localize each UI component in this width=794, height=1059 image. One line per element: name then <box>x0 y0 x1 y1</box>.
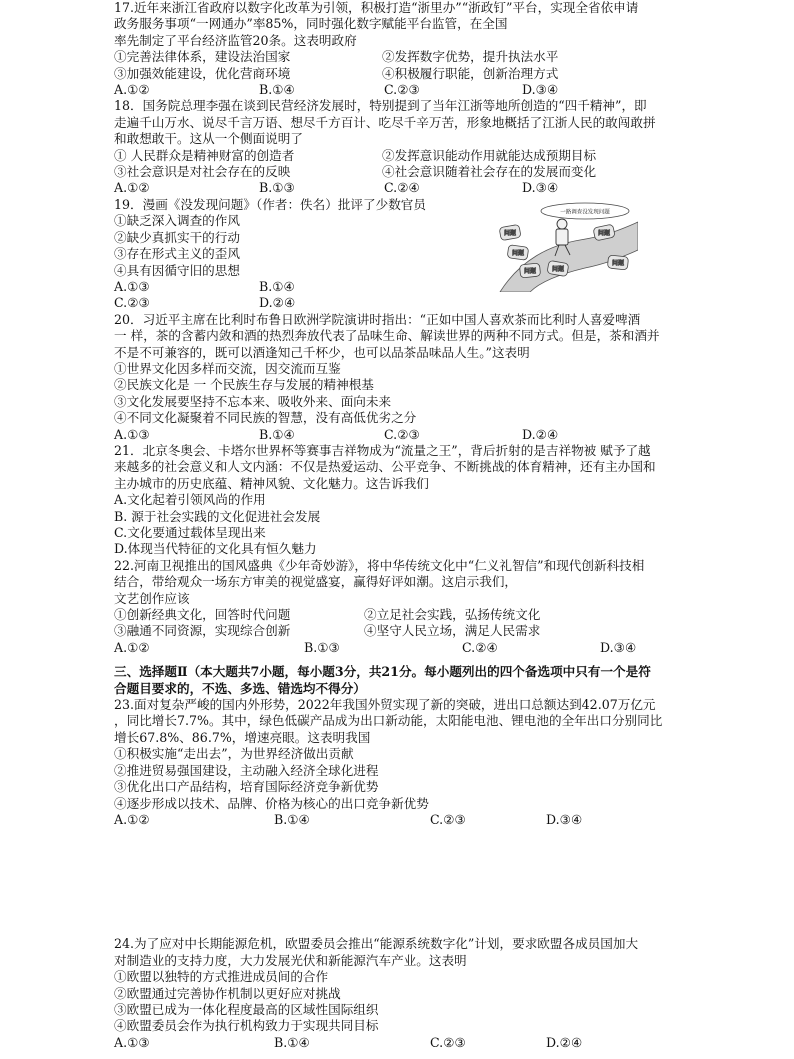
option-c: C.②③ <box>114 295 150 311</box>
option-a: A.①③ <box>114 278 150 294</box>
option-d: D.③④ <box>600 639 637 655</box>
stone-label: 问题 <box>503 230 517 237</box>
question-22 <box>114 558 700 656</box>
question-21 <box>114 443 700 558</box>
question-stem: 来越多的社会意义和人文内涵：不仅是热爱运动、公平竞争、不断挑战的体育精神，还有主办国和 <box>114 459 656 475</box>
option-b: B.①④ <box>259 426 295 442</box>
statement-3: ③文化发展要坚持不忘本来、吸收外来、面向未来 <box>114 393 392 409</box>
option-a: A.①② <box>114 82 150 98</box>
statement-2: ②欧盟通过完善协作机制以更好应对挑战 <box>114 985 341 1001</box>
section-heading-line: 合题目要求的，不选、多选、错选均不得分） <box>114 680 366 696</box>
statement-4: ④逐步形成以技术、品牌、价格为核心的出口竞争新优势 <box>114 795 429 811</box>
question-stem: 23.面对复杂严峻的国内外形势，2022年我国外贸实现了新的突破，进出口总额达到42.07万亿元 <box>114 697 656 713</box>
question-stem: 率先制定了平台经济监管20条。这表明政府 <box>114 32 357 48</box>
question-stem: 和敢想敢干。这从一个侧面说明了 <box>114 131 303 147</box>
statement-1: ①世界文化因多样而交流，因交流而互鉴 <box>114 360 341 376</box>
question-stem: 17.近年来浙江省政府以数字化改革为引领，积极打造“浙里办”“浙政钉”平台，实现全省依申请 <box>114 0 639 15</box>
question-stem: 21．北京冬奥会、卡塔尔世界杯等赛事吉祥物成为“流量之王”，背后折射的是吉祥物被 赋予了越 <box>114 442 651 458</box>
option-c: C.文化要通过载体呈现出来 <box>114 525 266 540</box>
question-stem: 主办城市的历史底蕴、精神风貌、文化魅力。这告诉我们 <box>114 475 429 491</box>
statement-4: ④具有因循守旧的思想 <box>114 262 240 278</box>
statement-3: ③融通不同资源，实现综合创新 <box>114 623 291 639</box>
cartoon-bubble-text: 一路调查没发现问题 <box>560 209 610 216</box>
option-b: B.①④ <box>274 1034 310 1050</box>
statement-1: ①创新经典文化，回答时代问题 <box>114 607 291 623</box>
option-d: D.②④ <box>546 1034 583 1050</box>
stone-label: 问题 <box>597 230 611 237</box>
question-stem: 不是不可兼容的，既可以酒逢知己千杯少，也可以品茶品味品人生。”这表明 <box>114 344 530 360</box>
option-a: A.文化起着引领风尚的作用 <box>114 492 266 508</box>
option-c: C.②④ <box>384 180 420 196</box>
statement-1: ①缺乏深入调查的作风 <box>114 213 240 229</box>
statement-4: ④坚守人民立场，满足人民需求 <box>364 623 541 639</box>
statement-3: ③优化出口产品结构，培育国际经济竞争新优势 <box>114 779 379 795</box>
option-b: B.①③ <box>259 180 295 196</box>
statement-3: ③加强效能建设，优化营商环境 <box>114 65 291 81</box>
statement-2: ②推进贸易强国建设，主动融入经济全球化进程 <box>114 762 379 778</box>
option-a: A.①② <box>114 639 150 655</box>
statement-2: ②民族文化是 一 个民族生存与发展的精神根基 <box>114 377 374 393</box>
option-b: B. 源于社会实践的文化促进社会发展 <box>114 508 321 524</box>
option-d: D.体现当代特征的文化具有恒久魅力 <box>114 541 317 557</box>
statement-3: ③存在形式主义的歪风 <box>114 246 240 262</box>
stone-label: 问题 <box>611 260 625 267</box>
statement-2: ②立足社会实践，弘扬传统文化 <box>364 607 541 623</box>
statement-2: ②发挥意识能动作用就能达成预期目标 <box>382 147 597 163</box>
statement-3: ③社会意识是对社会存在的反映 <box>114 164 291 180</box>
option-a: A.①② <box>114 180 150 196</box>
option-c: C.②③ <box>384 82 420 98</box>
question-stem: 文艺创作应该 <box>114 590 190 606</box>
question-stem: 19．漫画《没发现问题》（作者：佚名）批评了少数官员 <box>114 196 426 212</box>
option-d: D.②④ <box>259 295 296 311</box>
question-stem: 走遍千山万水、说尽千言万语、想尽千方百计、吃尽千辛万苦，形象地概括了江浙人民的敢闯敢拼 <box>114 114 656 130</box>
question-stem: 20．习近平主席在比利时布鲁日欧洲学院演讲时指出：“正如中国人喜欢茶而比利时人喜爱啤酒 <box>114 311 641 327</box>
question-stem: 一 样，茶的含蓄内敛和酒的热烈奔放代表了品味生命、解读世界的两种不同方式。但是，茶和酒并 <box>114 328 660 344</box>
question-stem: 24.为了应对中长期能源危机，欧盟委员会推出“能源系统数字化”计划，要求欧盟各成员国加大 <box>114 936 639 952</box>
option-b: B.①④ <box>259 278 295 294</box>
option-c: C.②④ <box>462 639 498 655</box>
statement-4: ④社会意识随着社会存在的发展而变化 <box>382 164 597 180</box>
option-a: A.①② <box>114 811 150 827</box>
question-20 <box>114 312 700 443</box>
statement-1: ①完善法律体系，建设法治国家 <box>114 49 291 65</box>
question-stem: 对制造业的支持力度，大力发展光伏和新能源汽车产业。这表明 <box>114 952 467 968</box>
stone-label: 问题 <box>551 266 565 273</box>
statement-4: ④积极履行职能，创新治理方式 <box>382 65 559 81</box>
option-d: D.③④ <box>546 811 583 827</box>
statement-1: ①积极实施“走出去”，为世界经济做出贡献 <box>114 746 354 762</box>
question-stem: ，同比增长7.7%。其中，绿色低碳产品成为出口新动能，太阳能电池、锂电池的全年出口分别同比 <box>114 713 663 729</box>
section-heading <box>114 664 700 697</box>
statement-2: ②发挥数字优势，提升执法水平 <box>382 49 559 65</box>
question-19 <box>114 197 700 312</box>
blank-space <box>114 828 700 936</box>
option-c: C.②③ <box>430 811 466 827</box>
question-23 <box>114 697 700 828</box>
option-a: A.①③ <box>114 1034 150 1050</box>
exam-page <box>114 0 700 1051</box>
stone-label: 问题 <box>523 268 537 275</box>
question-17 <box>114 0 700 98</box>
question-stem: 结合，带给观众一场东方审美的视觉盛宴，赢得好评如潮。这启示我们， <box>114 574 517 590</box>
section-heading-line: 三、选择题Ⅱ（本大题共7小题，每小题3分，共21分。每小题列出的四个备选项中只有一个是符 <box>114 664 651 680</box>
option-b: B.①④ <box>259 82 295 98</box>
question-stem: 18．国务院总理李强在谈到民营经济发展时，特别提到了当年江浙等地所创造的“四千精神”，即 <box>114 98 647 114</box>
statement-1: ① 人民群众是精神财富的创造者 <box>114 147 295 163</box>
question-stem: 政务服务事项“一网通办”率85%，同时强化数字赋能平台监管，在全国 <box>114 16 508 32</box>
option-b: B.①④ <box>274 811 310 827</box>
question-24 <box>114 936 700 1051</box>
statement-4: ④欧盟委员会作为执行机构致力于实现共同目标 <box>114 1018 379 1034</box>
option-c: C.②③ <box>384 426 420 442</box>
statement-2: ②缺少真抓实干的行动 <box>114 229 240 245</box>
option-d: D.③④ <box>522 82 559 98</box>
option-b: B.①③ <box>304 639 340 655</box>
question-stem: 增长67.8%、86.7%，增速亮眼。这表明我国 <box>114 729 371 745</box>
option-c: C.②③ <box>430 1034 466 1050</box>
statement-1: ①欧盟以独特的方式推进成员间的合作 <box>114 969 329 985</box>
question-18 <box>114 98 700 196</box>
statement-4: ④不同文化凝聚着不同民族的智慧，没有高低优劣之分 <box>114 410 417 426</box>
statement-3: ③欧盟已成为一体化程度最高的区域性国际组织 <box>114 1001 379 1017</box>
question-stem: 22.河南卫视推出的国风盛典《少年奇妙游》，将中华传统文化中“仁义礼智信”和现代创新科技相 <box>114 557 645 573</box>
option-d: D.③④ <box>522 180 559 196</box>
option-d: D.②④ <box>522 426 559 442</box>
stone-label: 问题 <box>511 250 525 257</box>
option-a: A.①③ <box>114 426 150 442</box>
